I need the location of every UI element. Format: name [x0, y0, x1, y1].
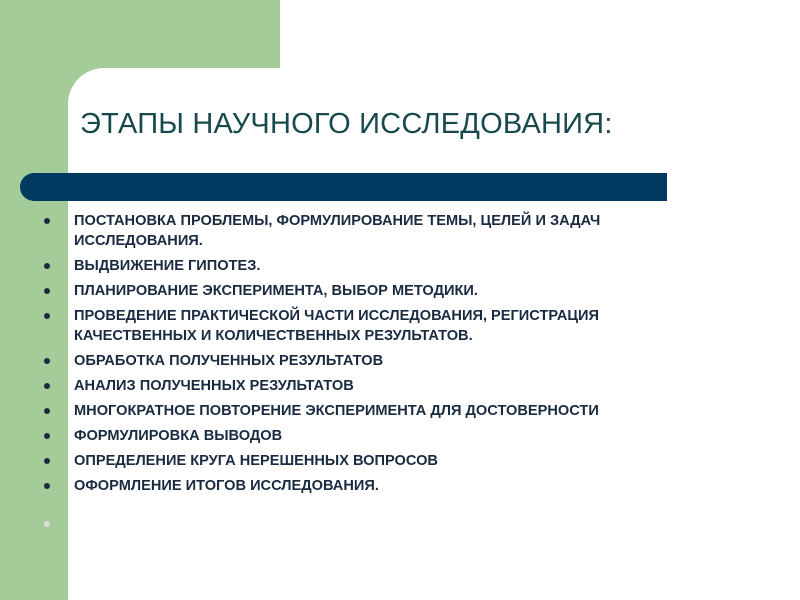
- bullet-icon: [44, 483, 50, 489]
- list-item-text: ВЫДВИЖЕНИЕ ГИПОТЕЗ.: [74, 258, 261, 274]
- bullet-icon: [44, 263, 50, 269]
- bullet-icon: [44, 433, 50, 439]
- list-item: [42, 451, 722, 471]
- list-item: [42, 376, 722, 396]
- list-item: [42, 426, 722, 446]
- empty-bullet-icon: [44, 521, 50, 527]
- slide-title: ЭТАПЫ НАУЧНОГО ИССЛЕДОВАНИЯ:: [80, 108, 613, 140]
- list-item-text: ОФОРМЛЕНИЕ ИТОГОВ ИССЛЕДОВАНИЯ.: [74, 478, 379, 494]
- list-item-text: ОПРЕДЕЛЕНИЕ КРУГА НЕРЕШЕННЫХ ВОПРОСОВ: [74, 453, 438, 469]
- bullet-icon: [44, 458, 50, 464]
- research-stages-list: [42, 211, 722, 501]
- list-item-text: ПРОВЕДЕНИЕ ПРАКТИЧЕСКОЙ ЧАСТИ ИССЛЕДОВАНИЯ, РЕГИСТРАЦИЯ КАЧЕСТВЕННЫХ И КОЛИЧЕСТВЕННЫХ РЕЗУЛЬТАТОВ.: [74, 308, 600, 344]
- list-item-text: ПЛАНИРОВАНИЕ ЭКСПЕРИМЕНТА, ВЫБОР МЕТОДИКИ.: [74, 283, 478, 299]
- list-item-text: ПОСТАНОВКА ПРОБЛЕМЫ, ФОРМУЛИРОВАНИЕ ТЕМЫ, ЦЕЛЕЙ И ЗАДАЧ ИССЛЕДОВАНИЯ.: [74, 213, 601, 249]
- list-item: [42, 351, 722, 371]
- bullet-icon: [44, 383, 50, 389]
- list-item: [42, 306, 722, 346]
- list-item: [42, 211, 722, 251]
- list-item-text: ФОРМУЛИРОВКА ВЫВОДОВ: [74, 428, 283, 444]
- title-underline-bar: [20, 173, 667, 201]
- list-item: [42, 401, 722, 421]
- list-item: [42, 476, 722, 496]
- bullet-icon: [44, 313, 50, 319]
- bullet-icon: [44, 358, 50, 364]
- list-item-text: МНОГОКРАТНОЕ ПОВТОРЕНИЕ ЭКСПЕРИМЕНТА ДЛЯ ДОСТОВЕРНОСТИ: [74, 403, 599, 419]
- list-item: [42, 256, 722, 276]
- bullet-icon: [44, 408, 50, 414]
- list-item-text: АНАЛИЗ ПОЛУЧЕННЫХ РЕЗУЛЬТАТОВ: [74, 378, 354, 394]
- bullet-icon: [44, 218, 50, 224]
- list-item-text: ОБРАБОТКА ПОЛУЧЕННЫХ РЕЗУЛЬТАТОВ: [74, 353, 384, 369]
- list-item: [42, 281, 722, 301]
- bullet-icon: [44, 288, 50, 294]
